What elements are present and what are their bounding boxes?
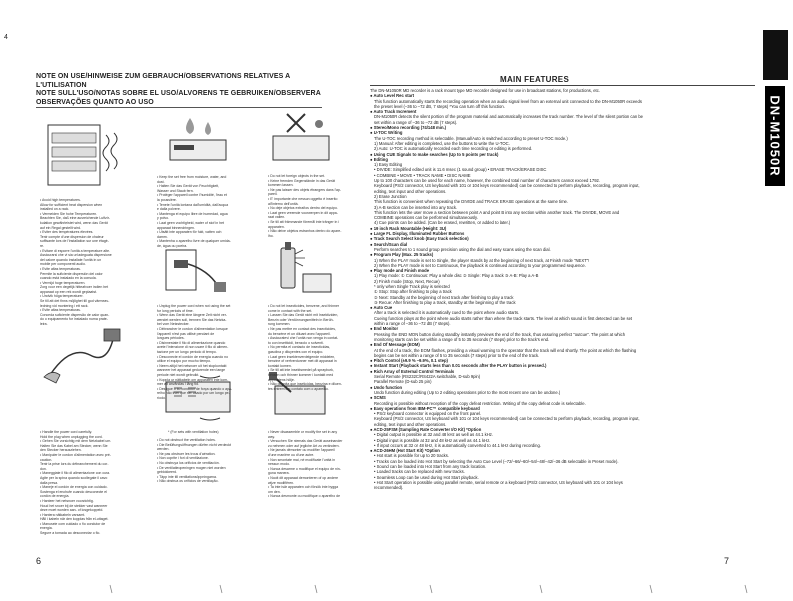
note-line: • Maneje el cordón de energía con cuidado.: [40, 485, 108, 490]
note-line: come in contact with the set.: [268, 308, 313, 313]
feature-line: • Seamless Loop can be used during Hot Start playback.: [374, 474, 479, 480]
note-line: wendet werden soll, trennen Sie das Netzka-: [157, 317, 227, 322]
feature-line: 2) When the PLAY mode is set to Continuous, the playback is continued according to your programmed sequence.: [374, 262, 586, 268]
feature-line: 3) A-B section can be inserted into any track.: [374, 204, 458, 210]
note-line: Hold the plug when unplugging the cord.: [40, 434, 103, 439]
note-line: • E' importante che nessun oggetto è inserito: [268, 196, 338, 201]
note-line: • Keep the set free from moisture, water, and: [157, 175, 227, 179]
note-line: tazione per un lungo periodo di tempo.: [157, 349, 217, 354]
feature-line: begins can be set within a range of 5 to 35 seconds (7 steps) prior to the end of the track.: [374, 352, 540, 358]
note-line: avete l'intenzione di non usare il filo di alimen-: [157, 345, 229, 350]
note-line: • Non coprite i fori di ventilazione.: [157, 456, 209, 461]
feature-line: * only when Single Track play is selected: [374, 283, 450, 289]
note-line: dust.: [157, 179, 165, 184]
note-heading-line-2: NOTE SULL'USO/NOTAS SOBRE EL USO/ALVORENS TE GEBRUIKEN/OBSERVERA: [36, 90, 321, 97]
note-line: de, água ou poeira.: [157, 243, 188, 248]
note-line: om den.: [268, 489, 281, 494]
note-line: Zorg voor een degelijk hitteafvoer indien het: [40, 285, 109, 290]
note-line: • Nunca desarme o modifique el equipo de nin-: [268, 466, 341, 471]
note-line: la poussière.: [157, 197, 177, 202]
note-line: den Stecker herausziehen.: [40, 448, 82, 453]
feature-line: Up to 100 characters can be used for each name, however, the combined total number of characters cannot exceed 1792.: [374, 178, 601, 184]
feature-heading: ● Using CUE Signals to make searches (Up to 5 points per track): [370, 151, 499, 157]
ventilation-caption: * (For sets with ventilation holes): [168, 430, 219, 434]
note-line: ríodo.: [157, 395, 166, 400]
note-line: • Laat geen vochtigheid, water of stof in het: [157, 220, 224, 225]
feature-heading: ● Pitch Control (±9.9 % –9.9%, 0.1 step): [370, 358, 448, 364]
note-line: • Neem altijd het netsnoer uit het stopkontakt: [157, 363, 227, 368]
note-line: • Hantera nätkabeln varsamt.: [40, 512, 86, 517]
note-line: mer att användas i lång tid.: [157, 382, 200, 387]
feature-line: COMBINE operations can be performed simultaneously.: [374, 215, 478, 221]
note-line: Allow for sufficient heat dispersion when: [40, 202, 103, 207]
corner-mark: 4: [4, 34, 8, 41]
note-line: for long periods of time.: [157, 308, 194, 313]
feature-line: 2) Erase Junction: [374, 193, 407, 199]
note-line: • Não obstrua os orifícios de ventilação.: [157, 479, 219, 484]
note-line: Conceda suficiente dispersão de calor quan-: [40, 312, 110, 317]
note-line: • Koppla ur nätkabeln om apparaten inte kom-: [157, 377, 229, 382]
note-line: wijze modifiëren.: [268, 480, 295, 485]
note-line: • Disinnestate il filo di alimentazione quando: [157, 340, 226, 345]
feature-line: ① Stop: Stop after finishing to play a track: [374, 289, 452, 295]
note-line: • Protéger l'appareil contre l'humidité, l'eau et: [157, 193, 227, 198]
note-heading-line-1: NOTE ON USE/HINWEISE ZUM GEBRAUCH/OBSERVATIONS RELATIVES A L'UTILISATION: [36, 73, 291, 89]
note-line: • Täpp inte till ventilationsöppningarna.: [157, 474, 217, 479]
note-line: periode niet wordt gebruikt.: [157, 372, 200, 377]
feature-heading: ● Program Play (Max. 25 tracks): [370, 252, 434, 258]
note-line: apparaat op een rek wordt geplaatst.: [40, 289, 98, 294]
note-line: • Débrancher le cordon d'alimentation lorsque: [157, 326, 228, 331]
note-line: Agite per la spina quando scollegate il cavo: [40, 475, 108, 480]
feature-line: • Digital input is possible at 32 and 48 kHz as well as 44.1 kHz.: [374, 437, 491, 443]
side-band: [763, 30, 793, 590]
note-line: • Vermeiden Sie hohe Temperaturen.: [40, 211, 98, 216]
note-line: cordón de energía.: [40, 494, 70, 499]
feature-heading: ● ACD-26HM (Hot Start Kit) *Option: [370, 448, 440, 454]
note-line: bensen och thinner kommer i kontakt med: [268, 372, 334, 377]
note-line: utilice el equipo por mucho tiempo.: [157, 359, 212, 364]
note-line: d'une manière ou d'une autre.: [268, 452, 315, 457]
model-title-tab: [765, 86, 785, 186]
note-line: dalla presa.: [40, 480, 59, 485]
feature-line: ② Next: Standby at the beginning of next track after finishing to play a track: [374, 294, 514, 300]
main-features-rule: [370, 85, 755, 86]
note-line: y polvo.: [157, 216, 170, 221]
feature-heading: ● Undo function: [370, 384, 403, 390]
note-line: • Se till att främmande föremål inte tränger in i: [268, 219, 340, 224]
note-line: Tenir la prise lors du débranchement du cor-: [40, 462, 109, 467]
feature-heading: ● Editing: [370, 156, 388, 162]
feature-line: DN-M1050R detects the silent portion of the program material and automatically increases the track number. The level of the silent portion can be: [374, 114, 643, 120]
feature-line: Keyboard (PS/2 connector, US keyboard with 101 or 104 keys recommended) can be connected to perform playback, recording, program input,: [374, 416, 640, 422]
note-line: l'appareil n'est pas utilisé pendant de: [157, 331, 215, 336]
note-line: • Ne pas obstruer les trous d'aération.: [157, 451, 216, 456]
foreign-objects-illustration: [265, 110, 337, 170]
note-line: • Keine fremden Gegenstände in das Gerät: [268, 178, 335, 183]
notes-col2-block-b: [157, 304, 263, 400]
note-line: benzine of verfverdunner met dit apparaat in: [268, 359, 337, 364]
feature-line: Perform searches to 1 sound group precision using the dial and easy scans using the scan dial.: [374, 246, 551, 252]
feature-line: within a range of –36 to –72 dB (7 steps).: [374, 321, 451, 327]
note-line: lho.: [268, 233, 274, 238]
note-line: • De ventilatieopeningen mogen niet worden: [157, 465, 226, 470]
feature-heading: ● End Of Message (EOM): [370, 342, 420, 348]
note-line: do o equipamento for instalado numa prate-: [40, 317, 108, 322]
note-line: re.: [40, 243, 45, 248]
note-line: apparaten.: [268, 224, 285, 229]
feature-line: • Hot start is possible for up to 20 tracks.: [374, 453, 450, 459]
model-title: DN-M1050R: [767, 95, 783, 177]
note-line: bel vom Netzstecker.: [157, 322, 190, 327]
feature-line: monitoring starts can be set within a range of 5 to 35 seconds (7 steps) prior to the track's end.: [374, 336, 550, 342]
feature-line: • Hot Start operation is possible using parallel remote, serial remote or a keyboard (PS/2 connector, US keyboard with 101 or 104 keys: [374, 479, 623, 485]
feature-line: Serial Remote (RS232C/RS422A switchable, D-sub 9pin): [374, 374, 481, 380]
notes-col1-block-a: [40, 198, 150, 327]
main-features-list: [370, 88, 750, 491]
note-line: • Utsätt inte apparaten för fukt, vatten och: [157, 230, 222, 235]
feature-heading: ● Auto Level Rec start: [370, 93, 415, 99]
note-line: Sostenga el enchufe cuando desconecte el: [40, 489, 107, 494]
note-line: deze moet worden aan- of losgekoppeld.: [40, 508, 104, 513]
note-line: guna manera.: [268, 471, 290, 476]
note-line: • Undvik höga temperaturer.: [40, 294, 84, 299]
page-number-left: 6: [36, 556, 42, 566]
feature-line: ③ Recue: After finishing to play a track, standby at the beginning of the track: [374, 299, 516, 305]
feature-line: Cueing function plays at the point where audio starts rather than where the track starts. The level at which sound is first detected can be set: [374, 315, 633, 321]
feature-heading: ● U-TOC Writing: [370, 130, 403, 136]
feature-line: • Loaded tracks can be replaced with new tracks.: [374, 469, 465, 475]
note-line: cuando está instalado en la consola.: [40, 276, 97, 281]
feature-heading: ● Play mode and Finish mode: [370, 268, 430, 274]
note-line: • Tenete l'unità lontana dall'umidità, dall'acqua: [157, 202, 229, 207]
note-line: • Não deixe objetos estranhos dentro do apare-: [268, 229, 342, 234]
note-line: • Never disassemble or modify the set in any: [268, 430, 338, 434]
feature-line: • If input occurs at 32 or 48 kHz, it is automatically converted to 44.1 kHz during recording.: [374, 442, 541, 448]
note-line: caution.: [40, 457, 53, 462]
feature-line: 1) Easy Editing: [374, 162, 403, 168]
note-line: apparatens hölje.: [268, 377, 295, 382]
note-line: • Wenn das Gerät eine längere Zeit nicht ver-: [157, 313, 228, 318]
notes-col2-block-c: [157, 438, 263, 484]
feature-line: editing, text input and other operations.: [374, 188, 447, 194]
note-line: e dalla polvere.: [157, 207, 181, 212]
feature-heading: ● 19 inch Rack Mountable (Height: 3U): [370, 225, 447, 231]
feature-line: At the end of a track, the EOM flashes, providing a visual warning to the operator that the track will end shortly. The point at which the flashing: [374, 347, 637, 353]
note-line: ledning vid montering i ett rack.: [40, 303, 89, 308]
feature-heading: ● Large FL Display, Illuminated Rubber Buttons: [370, 231, 465, 237]
feature-heading: ● Search/Scan dial: [370, 241, 408, 247]
note-line: gasolina y diluyentes con el equipo.: [268, 349, 324, 354]
note-line: • Ta inte isär apparaten och försök inte bygga: [268, 485, 339, 490]
note-line: • Nunca desmonte ou modifique o aparelho de: [268, 494, 341, 499]
note-line: • Halten Sie das Gerät von Feuchtigkeit,: [157, 184, 220, 189]
feature-heading: ● Auto Track Increment: [370, 109, 417, 115]
feature-line: Recording is possible without reception of the copy defeat restriction. Writing of the copy defeat code is selectable.: [374, 400, 586, 406]
note-line: rung kommen.: [268, 322, 291, 327]
heading-rule: [36, 107, 322, 108]
feature-line: set within a range of –36 to –72 dB (7 steps).: [374, 119, 458, 125]
note-line: way.: [268, 434, 275, 439]
feature-line: • PS/2 keyboard connector is equipped on the front panel.: [374, 411, 482, 417]
note-line: • Handle the power cord carefully.: [40, 430, 93, 434]
notes-col2-block-a: [157, 175, 263, 249]
note-line: Segure a tomada ao desconectar o fio.: [40, 531, 101, 536]
feature-line: 1) When the PLAY mode is set to Single, the player stands by at the beginning of next track, at Finish mode "NEXT"!: [374, 257, 590, 263]
heat-rack-illustration: [40, 115, 128, 195]
note-line: geblokkeerd.: [157, 470, 178, 475]
note-line: raat vallen.: [268, 215, 286, 220]
note-line: Permite la suficiente dispersión del calor: [40, 271, 103, 276]
note-line: • Ne pas mettre en contact des insecticides,: [268, 326, 336, 331]
note-line: • Do not obstruct the ventilation holes.: [157, 438, 216, 442]
feature-heading: ● Auto Cue: [370, 305, 393, 311]
feature-heading: ● Instant Start (Playback starts less than 0.01 seconds after the PLAY button is pressed.): [370, 363, 547, 369]
feature-line: 1) Play mode: ① Continuous: Play a whole disc ② Single: Play a track ③ A-B: Play a A-B: [374, 273, 539, 279]
feature-heading: ● Rich Array of External Control Terminals: [370, 368, 455, 374]
note-line: • Assicuratevi che l'unità non venga in contat-: [268, 336, 339, 341]
note-line: longues périodes.: [157, 336, 185, 341]
note-line: kommen lassen.: [268, 183, 294, 188]
bottom-tick-marks: [0, 583, 763, 595]
note-line: damm.: [157, 234, 168, 239]
feature-line: This function is convenient when repeating the DIVIDE and TRACK ERASE operations at the same time.: [374, 199, 569, 205]
note-line: • Desligue o fio condutor de força quando o apa-: [157, 386, 233, 391]
note-line: • Unplug the power cord when not using the set: [157, 304, 231, 308]
notes-col1-block-b: [40, 430, 150, 536]
note-line: • Gehen Sie vorsichtig mit dem Netzkabel um.: [40, 439, 112, 444]
note-line: • Do not let insecticides, benzene, and thinner: [268, 304, 340, 308]
side-band-bar: [763, 30, 788, 80]
note-line: nessun modo.: [268, 462, 290, 467]
note-line: mobile per componenti audio.: [40, 262, 86, 267]
feature-heading: ● SCMS: [370, 395, 386, 401]
note-line: • Nooit dit apparaat demonteren of op andere: [268, 475, 339, 480]
note-line: • Manipuler le cordon d'alimentation avec pré-: [40, 452, 111, 457]
feature-line: 2) Finish mode (Stop, Next, Recue): [374, 278, 440, 284]
feature-line: the preset level (–36 to –72 dB, 7 steps) *You can turn off this function.: [374, 103, 505, 109]
feature-heading: ● Easy operations from IBM-PC™ compatible keyboard: [370, 405, 480, 411]
main-features-title: MAIN FEATURES: [500, 75, 570, 84]
note-line: to con insetticidi, benzolo o solventi.: [268, 340, 324, 345]
note-line: suffisante lors de l'installation sur une étagè-: [40, 239, 109, 244]
feature-line: Keyboard (PS/2 connector, US keyboard with 101 or 104 keys recommended) can be connected to perform playback, recording, program input,: [374, 183, 640, 189]
note-line: all'interno dell'unità.: [268, 201, 299, 206]
notes-col3-block-a: [268, 174, 360, 238]
note-line: zu nehmen oder auf jegliche Art zu verändern.: [268, 443, 340, 448]
note-line: Halten Sie das Kabel am Stecker, wenn Sie: [40, 443, 108, 448]
notes-col3-block-c: [268, 430, 360, 499]
feature-line: 1) Manual: After editing is completed, use the buttons to write the U-TOC.: [374, 140, 510, 146]
feature-line: The U-TOC recording method is selectable. (Manual/Auto is switched according to preset U-TOC mode.): [374, 135, 568, 141]
feature-heading: ● Track Search Select knob (Easy track selection): [370, 236, 469, 242]
note-line: • No obstruya los orificios de ventilación.: [157, 460, 220, 465]
note-line: energia.: [40, 526, 53, 531]
moisture-illustration: [160, 112, 240, 172]
feature-line: This function automatically starts the recording operation when an audio signal level from an external unit connected to the DN-M1050R exceeds: [374, 98, 642, 104]
feature-line: This function lets the user move a section between point A and point B into any section within another track. The DIVIDE, MOVE and: [374, 209, 620, 215]
note-line: • Laat geen insektenverdelgende middelen,: [268, 354, 336, 359]
feature-line: Undo function during editing (Up to 2 editing operations prior to the most recent one can be undone.): [374, 389, 561, 395]
feature-line: • Sound can be loaded into Hot Start from any track location.: [374, 464, 487, 470]
feature-line: • Digital output is possible at 32 and 48 kHz as well as 44.1 kHz.: [374, 432, 494, 438]
note-line: du benzène et un diluant avec l'appareil.: [268, 331, 331, 336]
note-line: • Maneggiate il filo di alimentazione con cura.: [40, 471, 111, 476]
note-line: Beachten Sie, daß eine ausreichende Luftzir-: [40, 216, 111, 221]
note-line: • Mantenga el equipo libre de humedad, agua: [157, 211, 228, 216]
note-line: • Lassen Sie das Gerät nicht mit Insektiziden,: [268, 313, 339, 318]
note-line: • Evite altas temperaturas.: [40, 266, 81, 271]
note-heading: [36, 73, 336, 107]
note-line: • Desconecte el cordón de energía cuando no: [157, 354, 229, 359]
note-line: pareil.: [268, 192, 278, 197]
note-line: Assicurarsi che vi sia un'adeguata dispersione: [40, 253, 112, 258]
note-line: tes entrem em contato com o aparelho.: [268, 386, 329, 391]
note-line: auf ein Regal gestellt wird.: [40, 225, 82, 230]
feature-heading: ● ACD-25FSM (Sampling Rate Converter I/O Kit) *Option: [370, 427, 482, 432]
note-line: • Evite altas temperaturas.: [40, 308, 81, 313]
note-heading-line-3: OBSERVAÇÕES QUANTO AO USO: [36, 98, 154, 106]
note-line: • Do not let foreign objects in the set.: [268, 174, 326, 178]
note-line: leira.: [40, 322, 48, 327]
notes-col3-block-b: [268, 304, 360, 391]
note-line: Se till att det finns möjlighet till god värmeav-: [40, 299, 110, 304]
note-line: • No permita el contacto de insecticidas,: [268, 345, 331, 350]
feature-line: • COMBINE • MOVE • TRACK NAME • DISC NAME: [374, 172, 471, 178]
note-line: • Eviter des températures élevées.: [40, 230, 94, 235]
note-line: • Manuseie com cuidado o fio condutor de: [40, 521, 106, 526]
feature-line: Pressing the END MON button during standby instantly previews the end of the track, thus assuring perfect "outcue". The point at which: [374, 331, 626, 337]
note-line: Benzin oder Verdünnungsmitteln in Berüh-: [268, 317, 334, 322]
note-line: apparaat binnendringen.: [157, 225, 195, 230]
note-line: • Die Belüftungsöffnungen dürfen nicht verdeckt: [157, 442, 231, 447]
note-line: wanneer het apparaat gedurende een lange: [157, 368, 226, 373]
feature-line: 2) Auto: U-TOC is automatically recorded each time recording or editing is performed.: [374, 146, 533, 152]
note-line: • Avoid high temperatures.: [40, 198, 81, 202]
note-line: Wasser und Staub fern.: [157, 188, 194, 193]
page-number-right: 7: [724, 556, 730, 566]
note-line: installed on a rack.: [40, 207, 70, 212]
note-line: • Ne jamais démonter ou modifier l'appareil: [268, 448, 335, 453]
note-line: kontakt komen.: [268, 363, 292, 368]
note-line: • Hanteer het netsnoer voorzichtig.: [40, 498, 94, 503]
unplug-illustration: [160, 240, 240, 302]
note-line: don.: [40, 466, 47, 471]
note-line: • Mantenha o aparelho livre de qualquer umida-: [157, 239, 231, 244]
feature-line: 4) Cue points can be added. (Can be erased, rewritten, or added to later.): [374, 220, 511, 226]
note-line: • Versuchen Sie niemals das Gerät auseinander: [268, 439, 343, 444]
note-line: Tenir compte d'une dispersion de chaleur: [40, 234, 104, 239]
insecticide-illustration: [265, 240, 337, 302]
note-line: relho não tiver que ser usado por um longo pe-: [157, 391, 230, 396]
feature-line: editing, text input and other operations.: [374, 421, 447, 427]
note-line: kulation gewährleistet wird, wenn das Gerät: [40, 220, 108, 225]
note-line: • Evitare di esporre l'unità a temperature alte.: [40, 248, 110, 253]
note-line: del calore quando installate l'unità in un: [40, 257, 102, 262]
feature-line: The DN-M1050R MD recorder is a rack mount type MD recorder designed for use in broadcast stations, for productions, etc.: [370, 88, 600, 93]
feature-line: After a track is selected it is automatically cued to the point where audio starts.: [374, 310, 520, 316]
note-line: • Ne pas laisser des objets étrangers dans l'ap-: [268, 187, 342, 192]
feature-heading: ● Stereo/Mono recording (74/148 min.): [370, 125, 447, 131]
note-line: werden.: [157, 447, 170, 452]
feature-line: recommended).: [374, 485, 404, 491]
note-line: Houd het snoer bij de stekker vast wanneer: [40, 503, 108, 508]
feature-line: • DIVIDE: Simplified edited unit is 11.6 msec (1 sound group) • ERASE TRACK/ERASE DISC: [374, 167, 547, 173]
note-line: • Laat geen vreemde voorwerpen in dit appa-: [268, 210, 338, 215]
feature-heading: ● End Monitor: [370, 326, 399, 332]
feature-line: • Tracks can be loaded into Hot Start by selecting the Auto Cue Level (–72/–66/–60/–54/–48/–42/–36 dB selectable in Preset mode).: [374, 458, 619, 464]
note-line: • Non smontate mai, nè modificate l'unità in: [268, 457, 336, 462]
note-line: • Se till att inte insektsmedel på sprayburk,: [268, 368, 334, 373]
note-line: Håll i kabeln när den kopplas från el-uttaget.: [40, 517, 109, 522]
note-line: • No deje objetos extraños dentro del equipo.: [268, 206, 338, 211]
power-cord-illustration: [40, 325, 126, 387]
note-line: • Não permita que inseticidas, benzina e diluen-: [268, 382, 342, 387]
feature-line: Parallel Remote (D-sub 25 pin): [374, 379, 432, 385]
note-line: • Vermijd hoge temperaturen.: [40, 280, 86, 285]
